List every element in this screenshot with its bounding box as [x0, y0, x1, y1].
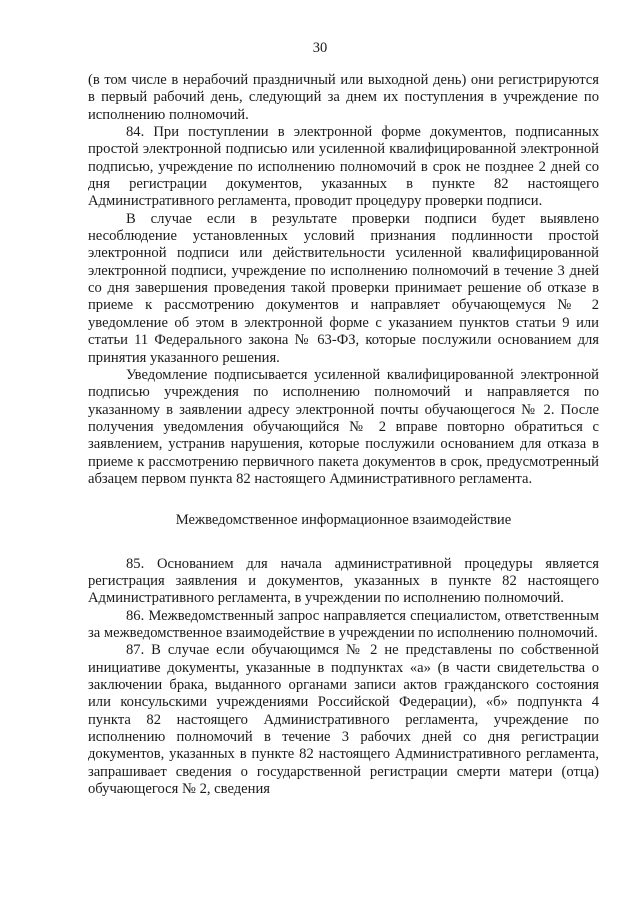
page-number: 30: [312, 40, 328, 56]
paragraph-87: 87. В случае если обучающимся № 2 не представлены по собственной инициативе документы, указанные в подпунктах «а» (в части свидетельства о заключении брака, выданного органами записи актов гражданского состояния или консульскими учреждениями Российской Федерации), «б» подпункта 4 пункта 82 настоящего Административного регламента, учреждение по исполнению полномочий в течение 3 рабочих дней со дня регистрации документов, указанных в пункте 82 настоящего Административного регламента, запрашивает сведения о государственной регистрации смерти матери (отца) обучающегося № 2, сведения: [88, 642, 599, 798]
paragraph-notification: Уведомление подписывается усиленной квалифицированной электронной подписью учреждения по исполнению полномочий и направляется по указанному в заявлении адресу электронной почты обучающегося № 2. После получения уведомления обучающийся № 2 вправе повторно обратиться с заявлением, устранив нарушения, которые послужили основанием для отказа в приеме к рассмотрению первичного пакета документов в срок, предусмотренный абзацем первом пункта 82 настоящего Административного регламента.: [88, 366, 599, 487]
paragraph-continuation: (в том числе в нерабочий праздничный или выходной день) они регистрируются в первый рабочий день, следующий за днем их поступления в учреждение по исполнению полномочий.: [88, 72, 599, 123]
document-body: [88, 72, 599, 798]
paragraph-84: 84. При поступлении в электронной форме документов, подписанных простой электронной подписью или усиленной квалифицированной электронной подписью, учреждение по исполнению полномочий в срок не позднее 2 дней со дня регистрации документов, указанных в пункте 82 настоящего Административного регламента, проводит процедуру проверки подписи.: [88, 124, 599, 210]
paragraph-85: 85. Основанием для начала административной процедуры является регистрация заявления и документов, указанных в пункте 82 настоящего Административного регламента, в учреждении по исполнению полномочий.: [88, 555, 599, 607]
paragraph-signature-check: В случае если в результате проверки подписи будет выявлено несоблюдение установленных условий признания подлинности простой электронной подписи или действительности усиленной квалифицированной электронной подписи, учреждение по исполнению полномочий в течение 3 дней со дня завершения проведения такой проверки принимает решение об отказе в приеме к рассмотрению документов и направляет обучающемуся № 2 уведомление об этом в электронной форме с указанием пунктов статьи 9 или статьи 11 Федерального закона № 63-ФЗ, которые послужили основанием для принятия указанного решения.: [88, 210, 599, 366]
section-heading: Межведомственное информационное взаимодействие: [175, 512, 512, 529]
paragraph-86: 86. Межведомственный запрос направляется специалистом, ответственным за межведомственное взаимодействие в учреждении по исполнению полномочий.: [88, 607, 599, 641]
